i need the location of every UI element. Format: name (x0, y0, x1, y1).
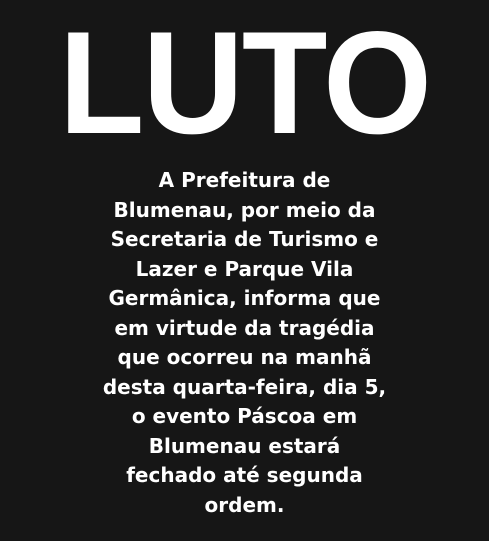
notice-line: A Prefeitura de (158, 168, 331, 192)
notice-line: ordem. (204, 492, 285, 517)
notice-line: Lazer e Parque Vila (135, 256, 354, 281)
notice-line: Secretaria de Turismo e (110, 227, 379, 251)
notice-message (44, 166, 445, 520)
notice-line: Blumenau, por meio da (113, 197, 376, 222)
notice-line: em virtude da tragédia (114, 315, 375, 340)
notice-line: fechado até segunda (126, 463, 363, 487)
headline-title: LUTO (58, 1, 431, 164)
notice-line: que ocorreu na manhã (117, 345, 372, 369)
notice-line: Germânica, informa que (108, 286, 381, 310)
notice-line: desta quarta-feira, dia 5, (102, 374, 387, 399)
notice-line: o evento Páscoa em (131, 404, 358, 428)
notice-line: Blumenau estará (148, 433, 341, 458)
